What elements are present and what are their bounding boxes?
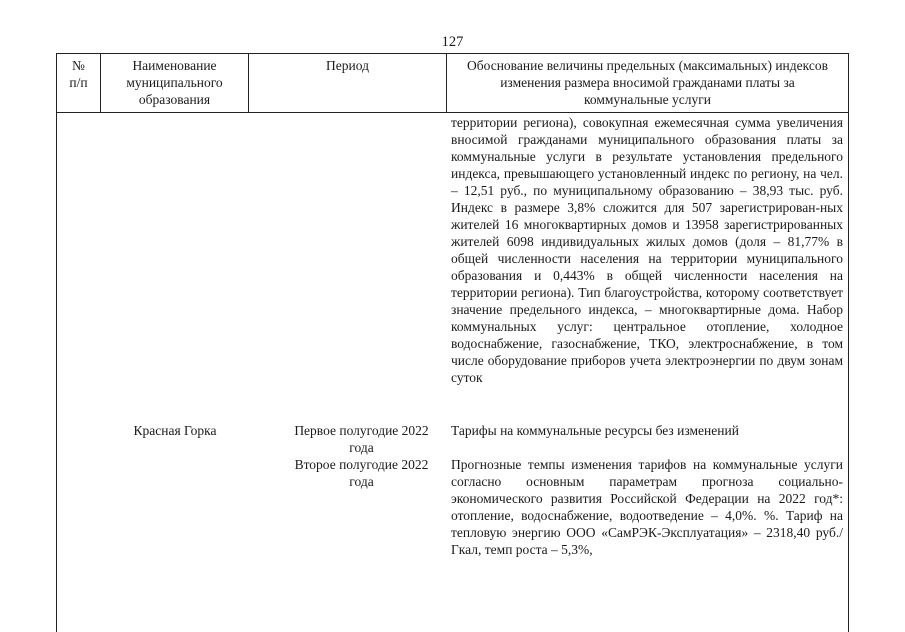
period-second-half: Второе полугодие 2022 года xyxy=(294,457,429,489)
basis-second-half: Прогнозные темпы изменения тарифов на коммунальные услуги согласно основным параметрам прогноза социально-экономического развития Российской Федерации на 2022 год*: отопление, водоснабжение, водоотведение – 4,0%. %. Тариф на тепловую энергию ООО «СамРЭК-Эксплуатация» – 2318,40 руб./Гкал, темп роста – 5,3%, xyxy=(451,457,843,557)
page-number: 127 xyxy=(441,34,464,50)
basis-first-half: Тарифы на коммунальные ресурсы без изменений xyxy=(451,423,739,438)
continuation-paragraph: территории региона), совокупная ежемесячная сумма увеличения вносимой гражданами муниципального образования платы за коммунальные услуги в результате установления предельного индекса, превышающего установленный индекс по региону, на чел. – 12,51 руб., по муниципальному образованию – 38,93 тыс. руб. Индекс в размере 3,8% сложится для 507 зарегистрирован-ных жителей 16 многоквартирных домов и 13958 зарегистрированных жителей 6098 индивидуальных жилых домов (доля – 81,77% в общей численности населения на территории муниципального образования и 0,443% в общей численности населения на территории региона). Тип благоустройства, которому соответствует значение предельного индекса, – многоквартирные дома. Набор коммунальных услуг: центральное отопление, холодное водоснабжение, газоснабжение, ТКО, электроснабжение, в том числе оборудование приборов учета электроэнергии по двум зонам суток xyxy=(451,115,843,385)
table-border-left xyxy=(56,112,57,632)
table-header xyxy=(56,53,849,113)
header-col-period: Период xyxy=(249,54,447,113)
header-col-basis: Обоснование величины предельных (максимальных) индексов изменения размера вносимой гражданами платы за коммунальные услуги xyxy=(447,54,849,113)
basis-continuation-text xyxy=(451,114,843,386)
header-col-number: № п/п xyxy=(57,54,101,113)
table-border-right xyxy=(848,112,849,632)
municipality-name: Красная Горка xyxy=(133,423,217,438)
period-first-half: Первое полугодие 2022 года xyxy=(294,423,429,455)
header-col-municipality: Наименование муниципального образования xyxy=(101,54,249,113)
